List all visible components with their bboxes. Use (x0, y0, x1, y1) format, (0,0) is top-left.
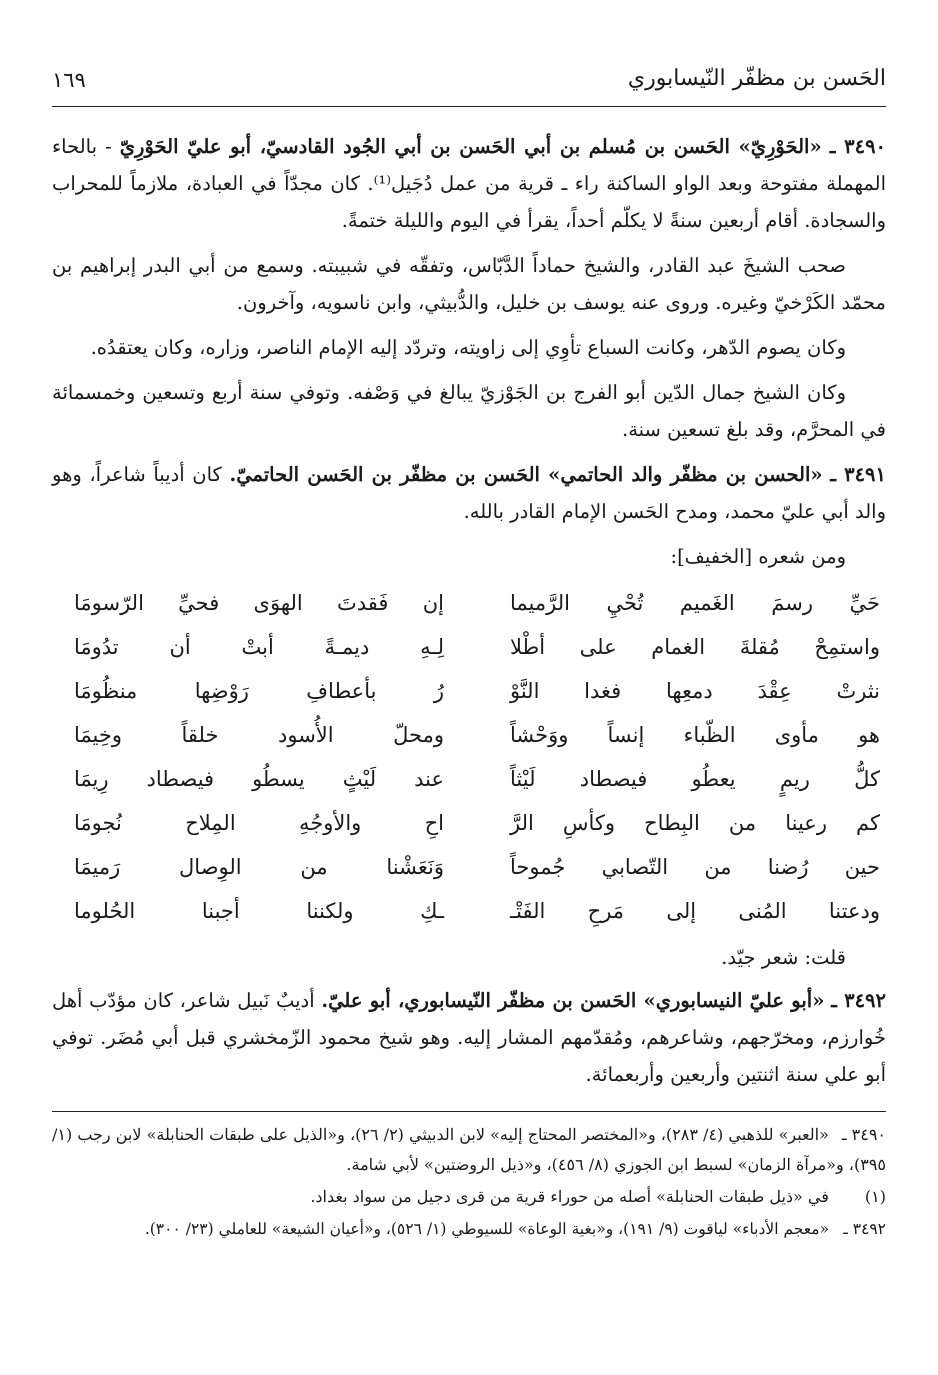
footnote-text: في «ذيل طبقات الحنابلة» أصله من حوراء قرية من قرى دجيل من سواد بغداد. (310, 1187, 829, 1206)
entry-text: أديبٌ نَبيل شاعر، كان مؤدّب أهل خُوارزم، ومخرّجهم، وشاعرهم، ومُقدّمهم المشار إليه. وهو شيخ محمود الزّمخشري قبل أبي مُضَر. توفي أبو علي سنة اثنتين وأربعين وأربعمائة. (52, 989, 886, 1086)
paragraph: وكان يصوم الدّهر، وكانت السباع تأوِي إلى زاويته، وتردّد إليه الإمام الناصر، وزاره، وكان يعتقدُه. (90, 336, 846, 359)
footnote (52, 1182, 886, 1212)
entry-3491 (52, 456, 886, 530)
entry-heading: «الحَوْرِيّ» الحَسن بن مُسلم بن أبي الحَسن بن أبي الجُود القادسيّ، أبو عليّ الحَوْرِيّ (119, 135, 822, 158)
paragraph: وكان الشيخ جمال الدّين أبو الفرج بن الجَوْزيّ يبالغ في وَصْفه. وتوفي سنة أربع وتسعين وخمسمائة في المحرَّم، وقد بلغ تسعين سنة. (52, 381, 886, 441)
verse-first-hemistich: ودعتنا المُنى إلى مَرحِ الفَتْـ (510, 898, 880, 923)
entry-text: - بالحاء المهملة مفتوحة وبعد الواو الساكنة راء ـ قرية من عمل دُجَيل⁽¹⁾. كان مجدّاً في العبادة، ملازماً للمحراب والسجادة. أقام أربعين سنةً لا يكلّم أحداً، يقرأ في اليوم والليلة ختمةً. (52, 135, 886, 232)
footnote-text: «معجم الأدباء» لياقوت (٩/ ١٩١)، و«بغية الوعاة» للسيوطي (١/ ٥٢٦)، و«أعيان الشيعة» للعاملي (٢٣/ ٣٠٠). (144, 1220, 830, 1238)
verse-first-hemistich: هو مأوى الظّباء إنساً ووَحْشاً (510, 722, 880, 747)
verse-second-hemistich: احِ والأوجُهِ المِلاح نُجومَا (74, 810, 444, 835)
paragraph: صحب الشيخَ عبد القادر، والشيخ حماداً الدَّبّاس، وتفقّه في شبيبته. وسمع من أبي البدر إبراهيم بن محمّد الكَرْخيّ وغيره. وروى عنه يوسف بن خليل، والدُّبيثي، وابن ناسويه، وآخرون. (52, 254, 886, 314)
entry-number: ٣٤٩٠ ـ (829, 135, 887, 158)
page-header (52, 62, 886, 102)
entry-heading: «الحسن بن مظفّر والد الحاتمي» الحَسن بن مظفّر بن الحَسن الحاتميّ. (229, 463, 823, 486)
footnotes (52, 1112, 886, 1244)
verse-first-hemistich: واستمِحْ مُقلةَ الغمام على أطْلا (510, 634, 880, 659)
verse-second-hemistich: رُ بأعطافِ رَوْضِها منظُومَا (74, 678, 444, 703)
entry-text: كان أديباً شاعراً، وهو والد أبي عليّ محمد، ومدح الحَسن الإمام القادر بالله. (52, 463, 886, 523)
verse-line (52, 669, 886, 713)
footnote-number: ٣٤٩٢ ـ (843, 1220, 886, 1238)
footnote-number: ٣٤٩٠ ـ (841, 1125, 886, 1144)
main-text (52, 102, 886, 1093)
verse-second-hemistich: عند لَيْثٍ يسطُو فيصطاد رِيمَا (74, 766, 444, 791)
entry-3490 (52, 128, 886, 239)
verse-first-hemistich: حين رُضنا من التّصابي جُموحاً (510, 854, 880, 879)
footnote (52, 1120, 886, 1180)
poem-intro: ومن شعره [الخفيف]: (670, 545, 846, 568)
verse-line (52, 801, 886, 845)
verse-line (52, 581, 886, 625)
book-page (52, 62, 886, 1246)
footnote-number: (١) (864, 1187, 886, 1206)
verse-second-hemistich: إن فَقدتَ الهوَى فحيِّ الرّسومَا (74, 590, 444, 615)
verse-first-hemistich: نثرتْ عِقْدَ دمعِها فغدا النَّوْ (510, 678, 880, 703)
verse-first-hemistich: حَيِّ رسمَ الغَميم تُحْيِ الرَّميما (510, 590, 880, 615)
page-number: ١٦٩ (52, 68, 86, 92)
verse-line (52, 889, 886, 933)
verse-second-hemistich: ومحلّ الأُسود خلقاً وخِيمَا (74, 722, 444, 747)
verse-second-hemistich: ـكِ ولكننا أجبنا الحُلوما (74, 898, 444, 923)
entry-number: ٣٤٩١ ـ (830, 463, 887, 486)
verse-second-hemistich: لِـهِ ديمـةً أبتْ أن تدُومَا (74, 634, 444, 659)
entry-heading: «أبو عليّ النيسابوري» الحَسن بن مظفّر النّيسابوري، أبو عليّ. (321, 989, 825, 1012)
verse-second-hemistich: وَنَعَشْنا من الوِصال رَميمَا (74, 854, 444, 879)
verse-line (52, 713, 886, 757)
verse-first-hemistich: كم رعينا من البِطاح وكأسِ الرَّ (510, 810, 880, 835)
running-title: الحَسن بن مظفّر النّيسابوري (627, 66, 886, 91)
poem (52, 581, 886, 933)
verse-line (52, 757, 886, 801)
verse-line (52, 845, 886, 889)
verse-line (52, 625, 886, 669)
entry-3492 (52, 982, 886, 1093)
footnote (52, 1214, 886, 1244)
footnote-text: «العبر» للذهبي (٤/ ٢٨٣)، و«المختصر المحتاج إليه» لابن الدبيثي (٢/ ٢٦)، و«الذيل على طبقات الحنابلة» لابن رجب (١/ ٣٩٥)، و«مرآة الزمان» لسبط ابن الجوزي (٨/ ٤٥٦)، و«ذيل الروضتين» لأبي شامة. (52, 1125, 886, 1174)
verse-first-hemistich: كلُّ ريمٍ يعطُو فيصطاد لَيْثاً (510, 766, 880, 791)
entry-number: ٣٤٩٢ ـ (831, 989, 886, 1012)
header-rule (52, 106, 886, 107)
editor-comment: قلت: شعر جيّد. (721, 946, 846, 969)
